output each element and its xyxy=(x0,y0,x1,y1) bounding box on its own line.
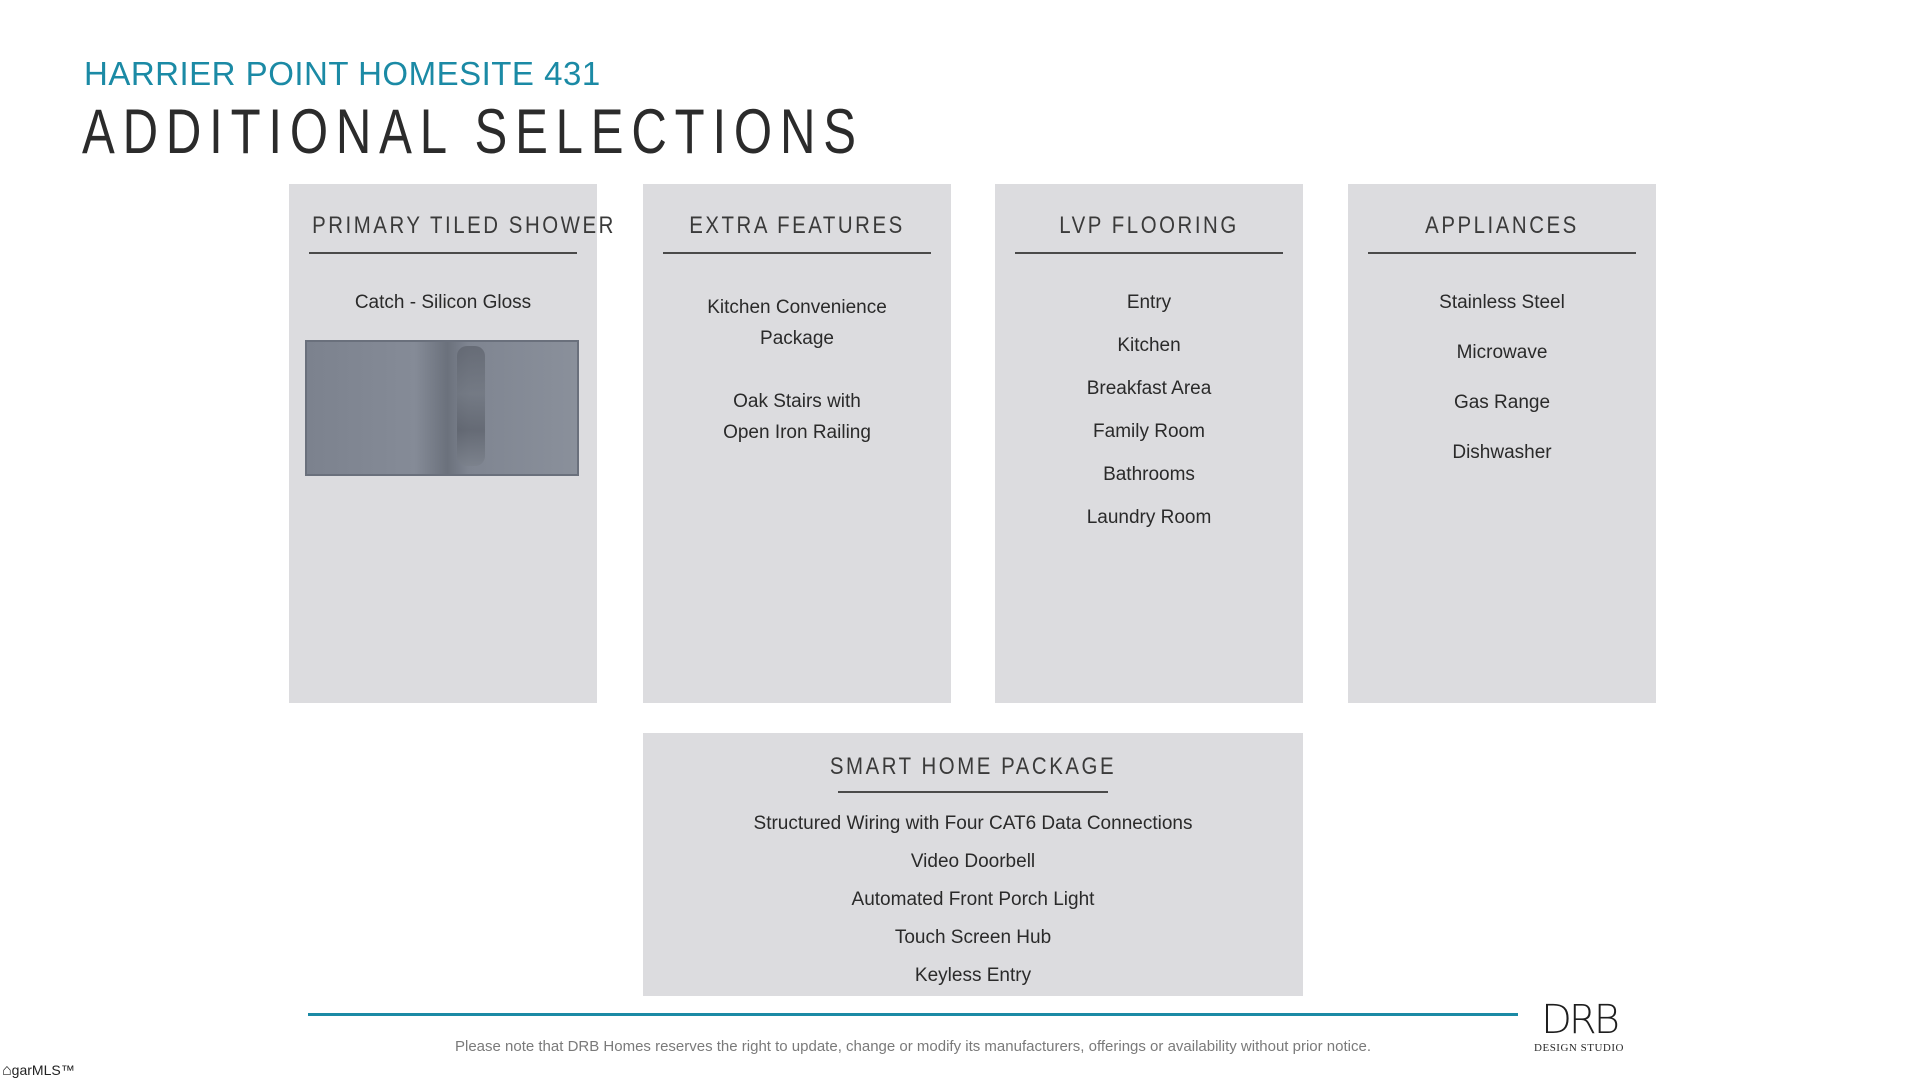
page-title: ADDITIONAL SELECTIONS xyxy=(82,97,864,167)
card-heading: PRIMARY TILED SHOWER xyxy=(312,212,616,239)
list-item: Entry xyxy=(1126,292,1172,313)
logo-mark: DRB xyxy=(1541,997,1617,1043)
mls-label: garMLS™ xyxy=(11,1062,75,1078)
list-item: Keyless Entry xyxy=(914,965,1032,986)
card-primary-tiled-shower xyxy=(289,184,616,703)
drb-design-studio-logo xyxy=(1533,997,1625,1058)
card-heading: APPLIANCES xyxy=(1425,212,1579,239)
card-appliances xyxy=(1348,184,1656,703)
list-item: Catch - Silicon Gloss xyxy=(354,292,532,313)
list-item: Open Iron Railing xyxy=(723,422,871,443)
list-item: Automated Front Porch Light xyxy=(851,889,1095,910)
card-heading: LVP FLOORING xyxy=(1059,212,1239,239)
list-item: Oak Stairs with xyxy=(733,391,861,412)
footer-divider xyxy=(308,1013,1518,1016)
list-item: Family Room xyxy=(1093,421,1205,442)
card-list xyxy=(643,254,951,448)
mls-watermark xyxy=(2,1062,75,1080)
list-item: Microwave xyxy=(1456,342,1548,363)
house-icon: ⌂ xyxy=(2,1062,12,1079)
list-item: Stainless Steel xyxy=(1439,292,1565,313)
list-item: Breakfast Area xyxy=(1086,378,1212,399)
list-item: Kitchen Convenience xyxy=(707,297,887,318)
card-list xyxy=(643,793,1303,987)
card-list xyxy=(1348,254,1656,464)
card-heading: SMART HOME PACKAGE xyxy=(829,753,1117,780)
tile-reflection xyxy=(457,346,485,466)
list-item: Laundry Room xyxy=(1086,507,1212,528)
card-smart-home-package xyxy=(643,733,1303,996)
page-subtitle: HARRIER POINT HOMESITE 431 xyxy=(84,55,601,92)
list-item: Package xyxy=(760,328,834,349)
logo-subtitle: DESIGN STUDIO xyxy=(1534,1042,1624,1054)
list-item: Kitchen xyxy=(1117,335,1181,356)
tile-swatch-image xyxy=(305,340,579,476)
list-item: Bathrooms xyxy=(1103,464,1195,485)
card-lvp-flooring xyxy=(995,184,1303,703)
card-extra-features xyxy=(643,184,951,703)
list-item: Video Doorbell xyxy=(910,851,1036,872)
card-heading: EXTRA FEATURES xyxy=(689,212,905,239)
card-list xyxy=(289,254,597,314)
card-list xyxy=(995,254,1303,529)
list-item: Dishwasher xyxy=(1452,442,1552,463)
footer-disclaimer: Please note that DRB Homes reserves the right to update, change or modify its manufacturers, offerings or availability without prior notice. xyxy=(454,1038,1371,1055)
list-item: Touch Screen Hub xyxy=(894,927,1052,948)
list-item: Structured Wiring with Four CAT6 Data Connections xyxy=(753,813,1193,834)
list-item: Gas Range xyxy=(1453,392,1551,413)
